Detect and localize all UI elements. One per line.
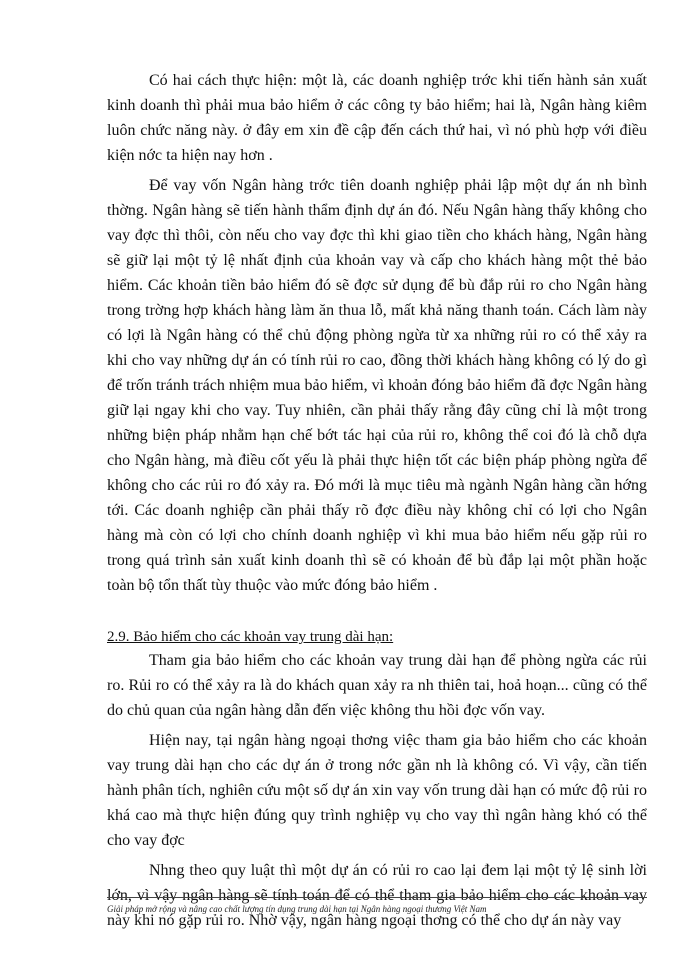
section-heading: 2.9. Bảo hiểm cho các khoản vay trung dài hạn: [107,629,394,645]
paragraph-high-risk-projects: Nhng theo quy luật thì một dự án có rủi ro cao lại đem lại một tỷ lệ sinh lời lớn, vì vậy ngân hàng sẽ tính toán để có thể tham gia bảo hiểm cho các khoản vay này khi nó gặp rủi ro. Nhờ vậy, ngân hàng ngoại thơng có thể cho dự án này vay [107,862,647,929]
paragraph-two-methods: Có hai cách thực hiện: một là, các doanh nghiệp trớc khi tiến hành sản xuất kinh doanh thì phải mua bảo hiểm ở các công ty bảo hiểm; hai là, Ngân hàng kiêm luôn chức năng này. ở đây em xin đề cập đến cách thứ hai, vì nó phù hợp với điều kiện nớc ta hiện nay hơn . [107,72,647,164]
section-spacer [107,598,647,626]
paragraph-current-situation: Hiện nay, tại ngân hàng ngoại thơng việc tham gia bảo hiểm cho các khoản vay trung dài hạn cho các dự án ở trong nớc gần nh là không có. Vì vậy, cần tiến hành phân tích, nghiên cứu một số dự án xin vay vốn trung dài hạn có mức độ rủi ro khá cao mà thực hiện đúng quy trình nghiệp vụ cho vay thì ngân hàng khó có thể cho vay đợc [107,732,647,849]
page-body [107,68,647,933]
footer-caption: Giải pháp mở rộng và nâng cao chất lượng tín dụng trung dài hạn tại Ngân hàng ngoại thương Việt Nam [107,904,487,914]
footer-divider [107,897,647,898]
paragraph-insurance-purpose: Tham gia bảo hiểm cho các khoản vay trung dài hạn để phòng ngừa các rủi ro. Rủi ro có thể xảy ra là do khách quan xảy ra nh thiên tai, hoả hoạn... cũng có thể do chủ quan của ngân hàng dẫn đến việc không thu hồi đợc vốn vay. [107,652,647,719]
paragraph-loan-process: Để vay vốn Ngân hàng trớc tiên doanh nghiệp phải lập một dự án nh bình thờng. Ngân hàng sẽ tiến hành thẩm định dự án đó. Nếu Ngân hàng thấy không cho vay đợc thì thôi, còn nếu cho vay đợc thì khi giao tiền cho khách hàng, Ngân hàng sẽ giữ lại một tỷ lệ nhất định của khoản vay và cấp cho khách hàng một thẻ bảo hiểm. Các khoản tiền bảo hiểm đó sẽ đợc sử dụng để bù đắp rủi ro cho Ngân hàng trong trờng hợp khách hàng làm ăn thua lỗ, mất khả năng thanh toán. Cách làm này có lợi là Ngân hàng có thể chủ động phòng ngừa từ xa những rủi ro có thể xảy ra khi cho vay những dự án có tính rủi ro cao, đồng thời khách hàng không có lý do gì để trốn tránh trách nhiệm mua bảo hiểm, vì khoản đóng bảo hiểm đã đợc Ngân hàng giữ lại ngay khi cho vay. Tuy nhiên, cần phải thấy rằng đây cũng chỉ là một trong những biện pháp nhằm hạn chế bớt tác hại của rủi ro, không thể coi đó là chỗ dựa cho Ngân hàng, mà điều cốt yếu là phải thực hiện tốt các biện pháp phòng ngừa để không cho các rủi ro đó xảy ra. Đó mới là mục tiêu mà ngành Ngân hàng cần hớng tới. Các doanh nghiệp cần phải thấy rõ đợc điều này không chỉ có lợi cho Ngân hàng mà còn có lợi cho chính doanh nghiệp vì khi mua bảo hiểm nếu gặp rủi ro trong quá trình sản xuất kinh doanh thì sẽ có khoản để bù đắp lại một phần hoặc toàn bộ tổn thất tùy thuộc vào mức đóng bảo hiểm . [107,177,647,594]
